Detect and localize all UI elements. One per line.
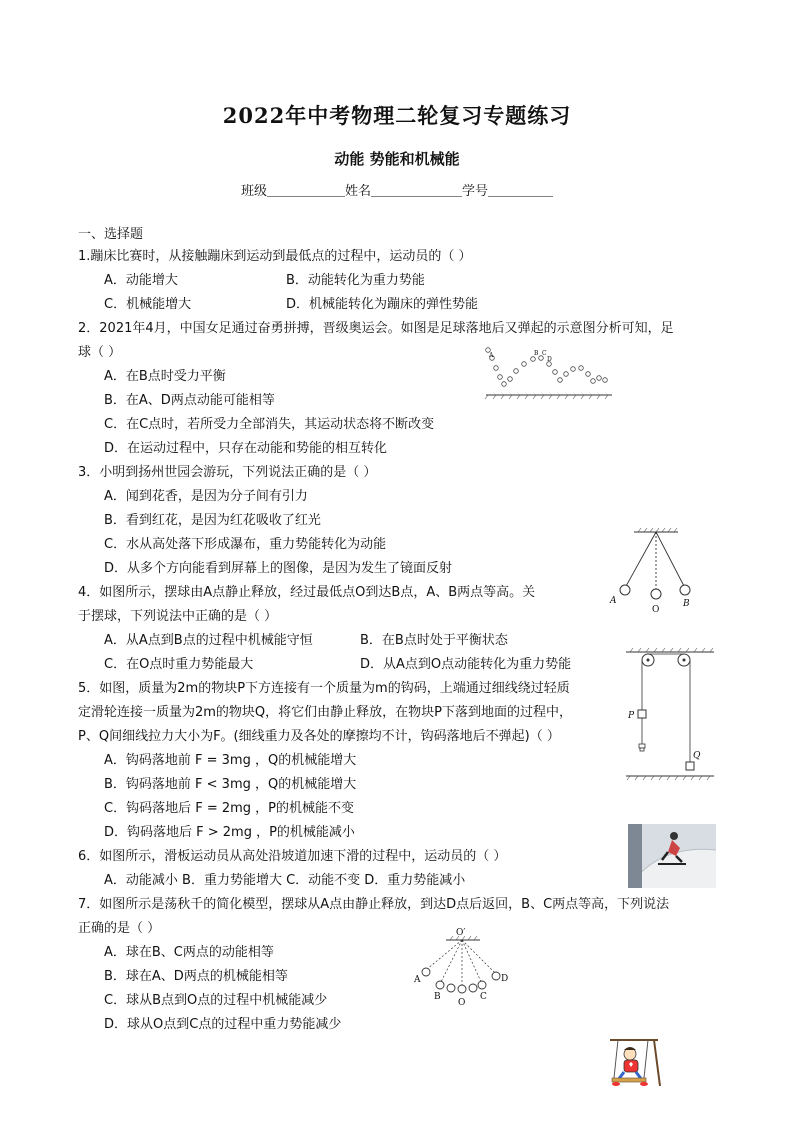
q4-label-a: A [610, 596, 617, 606]
q5-label-p: P [628, 711, 635, 721]
q7-label-d: D [501, 974, 509, 984]
q5-option-d: D．钩码落地后 F > 2mg ，P的机械能减小 [104, 825, 355, 840]
q6-skateboard-photo [628, 824, 716, 888]
q5-option-a: A．钩码落地前 F = 3mg ，Q的机械能增大 [104, 753, 357, 768]
q3-option-a: A．闻到花香，是因为分子间有引力 [104, 489, 308, 504]
q5-option-c: C．钩码落地后 F = 2mg ，P的机械能不变 [104, 801, 355, 816]
q2-label-b: B [534, 350, 539, 357]
q2-bouncing-ball-figure [484, 344, 616, 402]
section-heading: 一、选择题 [78, 227, 144, 242]
q1-option-a: A．动能增大 [104, 273, 178, 288]
q2-option-d: D．在运动过程中，只存在动能和势能的相互转化 [104, 441, 388, 456]
q2-option-c: C．在C点时，若所受力全部消失，其运动状态将不断改变 [104, 417, 435, 432]
q7-swing-model-figure [410, 926, 514, 1008]
q2-label-d: D [547, 356, 552, 363]
q4-option-c: C．在O点时重力势能最大 [104, 657, 254, 672]
page-title: 2022年中考物理二轮复习专题练习 [222, 103, 572, 128]
q4-option-d: D．从A点到O点动能转化为重力势能 [360, 657, 572, 672]
q3-option-d: D．从多个方向能看到屏幕上的图像，是因为发生了镜面反射 [104, 561, 453, 576]
q7-stem-line2: 正确的是（ ） [78, 921, 161, 936]
q5-option-b: B．钩码落地前 F < 3mg ，Q的机械能增大 [104, 777, 357, 792]
q7-option-c: C．球从B点到O点的过程中机械能减少 [104, 993, 328, 1008]
q2-stem-line2: 球（ ） [78, 345, 122, 360]
q4-label-b: B [683, 599, 690, 609]
q3-option-b: B．看到红花，是因为红花吸收了红光 [104, 513, 321, 528]
q1-option-c: C．机械能增大 [104, 297, 192, 312]
q6-options: A．动能减小 B．重力势能增大 C．动能不变 D．重力势能减小 [104, 873, 466, 888]
q7-label-o: O [458, 998, 466, 1008]
q7-option-b: B．球在A、D两点的机械能相等 [104, 969, 288, 984]
q1-option-b: B．动能转化为重力势能 [286, 273, 425, 288]
q3-option-c: C．水从高处落下形成瀑布，重力势能转化为动能 [104, 537, 387, 552]
q4-label-o: O [652, 605, 660, 615]
q2-label-c: C [542, 350, 547, 357]
q6-stem: 6．如图所示，滑板运动员从高处沿坡道加速下滑的过程中，运动员的（ ） [78, 849, 507, 864]
q5-stem-line2: 定滑轮连接一质量为2m的物块Q，将它们由静止释放，在物块P下落到地面的过程中， [78, 705, 573, 720]
q5-label-q: Q [693, 751, 701, 761]
q2-option-b: B．在A、D两点动能可能相等 [104, 393, 275, 408]
q7-swing-cartoon [604, 1036, 664, 1090]
q7-option-a: A．球在B、C两点的动能相等 [104, 945, 274, 960]
q2-label-a: A [489, 352, 494, 359]
page-subtitle: 动能 势能和机械能 [334, 150, 460, 168]
q5-pulley-figure [620, 646, 720, 782]
q2-option-a: A．在B点时受力平衡 [104, 369, 226, 384]
q1-stem: 1.蹦床比赛时，从接触蹦床到运动到最低点的过程中，运动员的（ ） [78, 249, 472, 264]
q7-label-a: A [414, 975, 421, 985]
q4-option-b: B．在B点时处于平衡状态 [360, 633, 508, 648]
q5-stem-line1: 5．如图，质量为2m的物块P下方连接有一个质量为m的钩码，上端通过细线绕过轻质 [78, 681, 570, 696]
q7-label-o-prime: O′ [456, 928, 466, 938]
q3-stem: 3．小明到扬州世园会游玩，下列说法正确的是（ ） [78, 465, 377, 480]
student-info-line: 班级＿＿＿＿＿＿姓名＿＿＿＿＿＿＿学号＿＿＿＿＿ [240, 184, 553, 199]
q7-label-b: B [434, 992, 441, 1002]
q7-option-d: D．球从O点到C点的过程中重力势能减少 [104, 1017, 342, 1032]
q1-option-d: D．机械能转化为蹦床的弹性势能 [286, 297, 479, 312]
q4-pendulum-figure [606, 526, 702, 618]
q7-label-c: C [480, 992, 487, 1002]
q4-option-a: A．从A点到B点的过程中机械能守恒 [104, 633, 313, 648]
q7-stem-line1: 7．如图所示是荡秋千的简化模型，摆球从A点由静止释放，到达D点后返回，B、C两点等高，下列说法 [78, 897, 670, 912]
q5-stem-line3: P、Q间细线拉力大小为F。(细线重力及各处的摩擦均不计，钩码落地后不弹起)（ ） [78, 729, 560, 744]
q4-stem-line2: 于摆球，下列说法中正确的是（ ） [78, 609, 278, 624]
q4-stem-line1: 4．如图所示，摆球由A点静止释放，经过最低点O到达B点，A、B两点等高。关 [78, 585, 536, 600]
q2-stem-line1: 2．2021年4月，中国女足通过奋勇拼搏，晋级奥运会。如图是足球落地后又弹起的示意图分析可知，足 [78, 321, 674, 336]
